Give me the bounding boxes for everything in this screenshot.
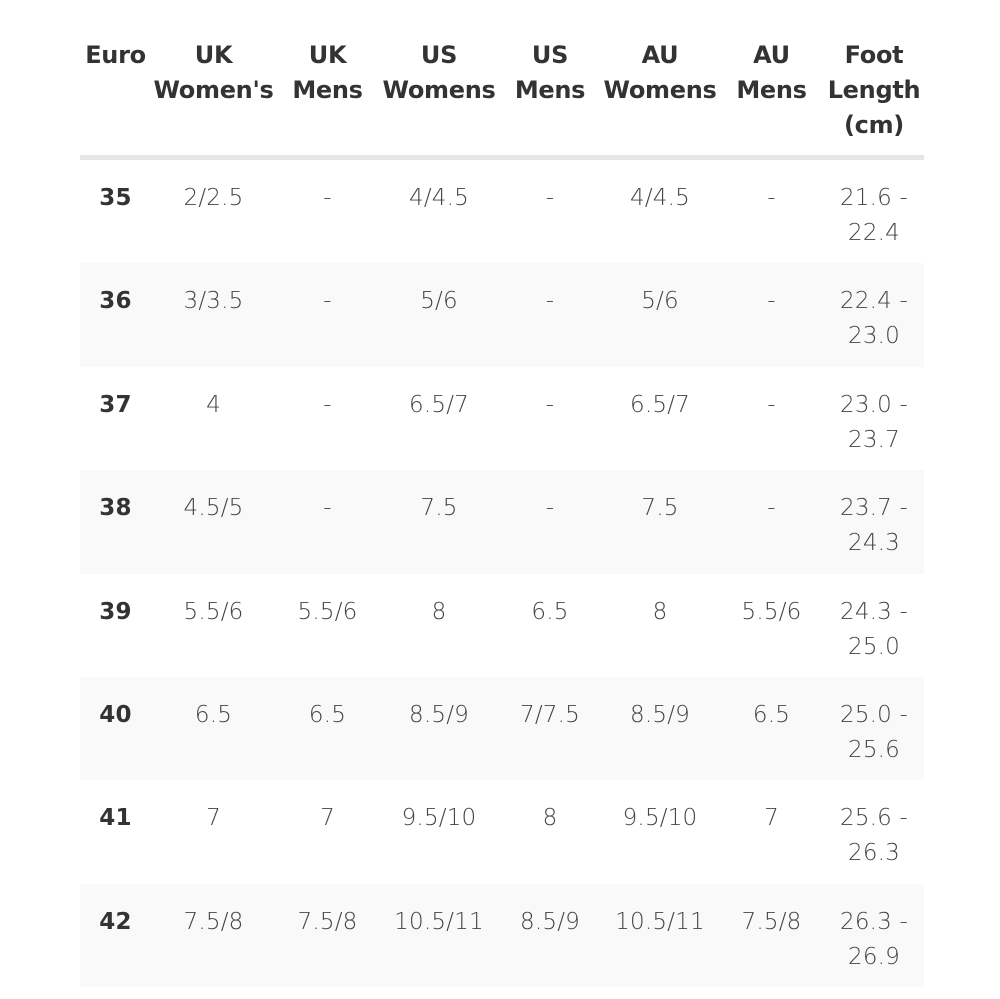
cell-foot-length-line: 23.7 - [839,495,909,522]
cell-uk-mens: 7 [320,805,335,832]
cell-au-mens: 6.5 [752,701,791,728]
table-row [80,263,924,366]
table-row [80,160,924,263]
cell-foot-length-line: 26.3 [847,840,900,867]
header-us-mens-line-2: Mens [514,76,586,104]
cell-au-womens: 8.5/9 [630,701,690,728]
cell-us-mens: - [545,288,555,315]
cell-foot-length [824,263,924,366]
cell-us-mens: 6.5 [531,598,569,625]
header-au-mens-line-1: AU [753,41,790,69]
cell-foot-length-line: 24.3 [847,530,900,557]
table-row [80,574,924,677]
cell-uk-mens: - [323,391,332,418]
header-uk-mens [276,0,379,155]
cell-au-mens: - [767,185,776,211]
cell-us-mens: 8.5/9 [520,908,580,935]
cell-au-mens: 7.5/8 [741,908,802,935]
header-us-mens [499,0,601,155]
cell-foot-length-line: 26.9 [847,943,900,970]
header-foot-length [824,0,924,155]
cell-au-womens: 9.5/10 [622,805,698,832]
cell-euro: 37 [99,391,132,418]
cell-us-womens: 8.5/9 [409,701,469,728]
cell-uk-womens: 5.5/6 [183,598,244,625]
cell-au-womens: 4/4.5 [630,185,690,211]
size-chart-table [80,0,924,987]
cell-uk-womens: 3/3.5 [183,288,244,315]
header-euro-line-1: Euro [85,41,146,69]
header-uk-womens-line-1: UK [194,41,233,69]
cell-us-womens: 4/4.5 [409,185,469,211]
cell-au-mens: 5.5/6 [741,598,802,625]
table-row [80,780,924,883]
header-au-mens [719,0,824,155]
cell-foot-length [824,780,924,883]
header-uk-mens-line-2: Mens [292,76,363,104]
header-uk-womens-line-2: Women's [153,76,274,104]
cell-foot-length-line: 23.0 [847,323,900,350]
cell-foot-length [824,677,924,780]
cell-au-womens: 5/6 [641,288,679,315]
cell-au-mens: - [767,288,776,315]
cell-euro: 39 [99,598,132,625]
cell-uk-womens: 4.5/5 [183,495,244,522]
cell-foot-length-line: 22.4 - [839,288,909,315]
cell-euro: 42 [99,908,132,935]
cell-foot-length [824,160,924,263]
cell-foot-length [824,574,924,677]
cell-foot-length-line: 23.7 [847,426,900,453]
cell-uk-mens: 7.5/8 [297,908,358,935]
cell-euro: 40 [99,701,132,728]
cell-uk-womens: 2/2.5 [183,185,244,211]
header-us-womens [379,0,499,155]
cell-us-womens: 7.5 [420,495,458,522]
cell-us-womens: 8 [431,598,447,625]
cell-foot-length [824,367,924,470]
cell-euro: 36 [99,288,132,315]
table-row [80,367,924,470]
cell-foot-length-line: 25.0 [847,633,900,660]
cell-foot-length-line: 25.6 - [839,805,909,832]
cell-uk-womens: 7.5/8 [183,908,244,935]
cell-foot-length-line: 26.3 - [839,908,909,935]
cell-au-womens: 8 [652,598,668,625]
header-au-womens [601,0,719,155]
cell-us-womens: 6.5/7 [409,391,469,418]
header-foot-length-line-1: Foot [844,41,904,69]
header-us-mens-line-1: US [531,41,569,69]
cell-uk-mens: 5.5/6 [297,598,358,625]
cell-uk-mens: - [323,288,332,315]
cell-au-mens: - [767,495,776,522]
cell-uk-mens: - [323,185,332,211]
header-foot-length-line-2: Length [827,76,921,104]
header-au-mens-line-2: Mens [736,76,807,104]
table-body [80,160,924,987]
cell-euro: 35 [99,185,132,211]
header-au-womens-line-1: AU [641,41,679,69]
cell-foot-length-line: 25.0 - [839,701,909,728]
header-foot-length-line-3: (cm) [844,111,904,139]
cell-us-mens: - [545,495,555,522]
cell-euro: 41 [99,805,132,832]
table-row [80,884,924,987]
cell-foot-length [824,884,924,987]
cell-us-womens: 5/6 [420,288,458,315]
cell-us-womens: 10.5/11 [394,908,484,935]
cell-uk-womens: 7 [206,805,221,832]
header-au-womens-line-2: Womens [603,76,717,104]
cell-euro: 38 [99,495,132,522]
cell-uk-mens: 6.5 [308,701,347,728]
cell-us-mens: 8 [542,805,558,832]
cell-us-mens: 7/7.5 [520,701,580,728]
cell-us-mens: - [545,391,555,418]
cell-us-mens: - [545,185,555,211]
cell-foot-length-line: 21.6 - [839,185,909,211]
header-us-womens-line-1: US [420,41,458,69]
table-row [80,677,924,780]
cell-au-womens: 6.5/7 [630,391,690,418]
header-euro [80,0,151,155]
cell-uk-mens: - [323,495,332,522]
cell-uk-womens: 6.5 [194,701,233,728]
cell-foot-length [824,470,924,573]
cell-foot-length-line: 25.6 [847,736,900,763]
cell-uk-womens: 4 [206,391,221,418]
cell-foot-length-line: 22.4 [847,220,900,246]
cell-au-mens: 7 [764,805,779,832]
table-header-row [80,0,924,160]
cell-foot-length-line: 23.0 - [839,391,909,418]
cell-au-womens: 10.5/11 [615,908,705,935]
table-row [80,470,924,573]
cell-au-womens: 7.5 [641,495,679,522]
cell-foot-length-line: 24.3 - [839,598,909,625]
cell-au-mens: - [767,391,776,418]
header-uk-mens-line-1: UK [308,41,347,69]
cell-us-womens: 9.5/10 [401,805,477,832]
header-us-womens-line-2: Womens [382,76,496,104]
header-uk-womens [151,0,276,155]
